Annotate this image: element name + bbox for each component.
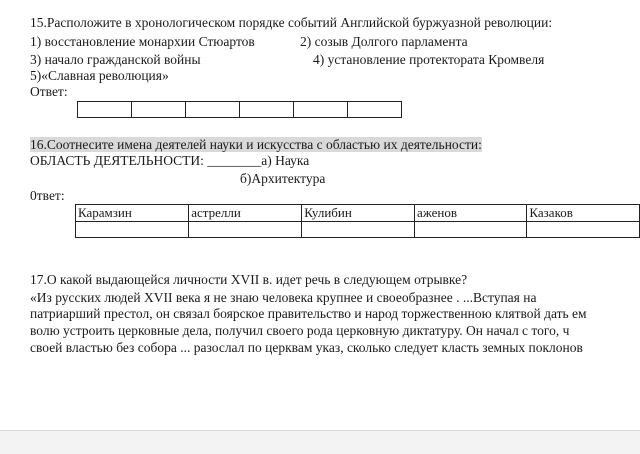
q16-area-label: ОБЛАСТЬ ДЕЯТЕЛЬНОСТИ: ________а) Наука [30, 153, 310, 168]
q15-option-3: 3) начало гражданской войны [30, 52, 201, 67]
q17-line-3: волю устроить церковные дела, получил своего рода церковную диктатуру. Он начал с того, ч [30, 323, 570, 338]
q17-line-1: «Из русских людей XVII века я не знаю человека крупнее и своеобразнее . ...Вступая на [30, 290, 537, 305]
match-answer-cell[interactable] [415, 222, 527, 238]
q16-title: 16.Соотнесите имена деятелей науки и искусства с областью их деятельности: [30, 137, 482, 152]
q16-answer-label: 0твет: [30, 188, 65, 203]
q16-area-b: б)Архитектура [240, 171, 326, 186]
match-answer-cell[interactable] [302, 222, 415, 238]
name-cell-rastrelli: астрелли [189, 205, 302, 222]
name-cell-karamzin: Карамзин [76, 205, 189, 222]
q15-option-1: 1) восстановление монархии Стюартов [30, 34, 255, 49]
answer-cell[interactable] [132, 102, 186, 118]
q15-answer-table [77, 101, 402, 118]
name-cell-bazhenov: аженов [415, 205, 527, 222]
answer-cell[interactable] [240, 102, 294, 118]
name-cell-kazakov: Казаков [527, 205, 640, 222]
q17-line-4: своей властью без собора ... разослал по церквам указ, сколько следует класть земных поклонов [30, 340, 583, 355]
q16-match-table [75, 204, 640, 238]
q15-answer-label: Ответ: [30, 84, 68, 99]
q16-title-wrap [30, 137, 482, 153]
q15-option-2: 2) созыв Долгого парламента [300, 34, 468, 49]
answer-cell[interactable] [348, 102, 402, 118]
match-answer-cell[interactable] [76, 222, 189, 238]
q15-option-4: 4) установление протектората Кромвеля [313, 52, 545, 67]
q15-title: 15.Расположите в хронологическом порядке событий Английской буржуазной революции: [30, 15, 553, 30]
name-cell-kulibin: Кулибин [302, 205, 415, 222]
q15-option-5: 5)«Славная революция» [30, 68, 169, 83]
bottom-bar [0, 430, 640, 454]
q17-title: 17.О какой выдающейся личности XVII в. идет речь в следующем отрывке? [30, 272, 468, 287]
q17-line-2: патриарший престол, он связал боярское правительство и народ торжественною клятвой дать ем [30, 306, 587, 321]
answer-cell[interactable] [294, 102, 348, 118]
answer-cell[interactable] [186, 102, 240, 118]
answer-cell[interactable] [78, 102, 132, 118]
match-answer-cell[interactable] [527, 222, 640, 238]
match-answer-cell[interactable] [189, 222, 302, 238]
